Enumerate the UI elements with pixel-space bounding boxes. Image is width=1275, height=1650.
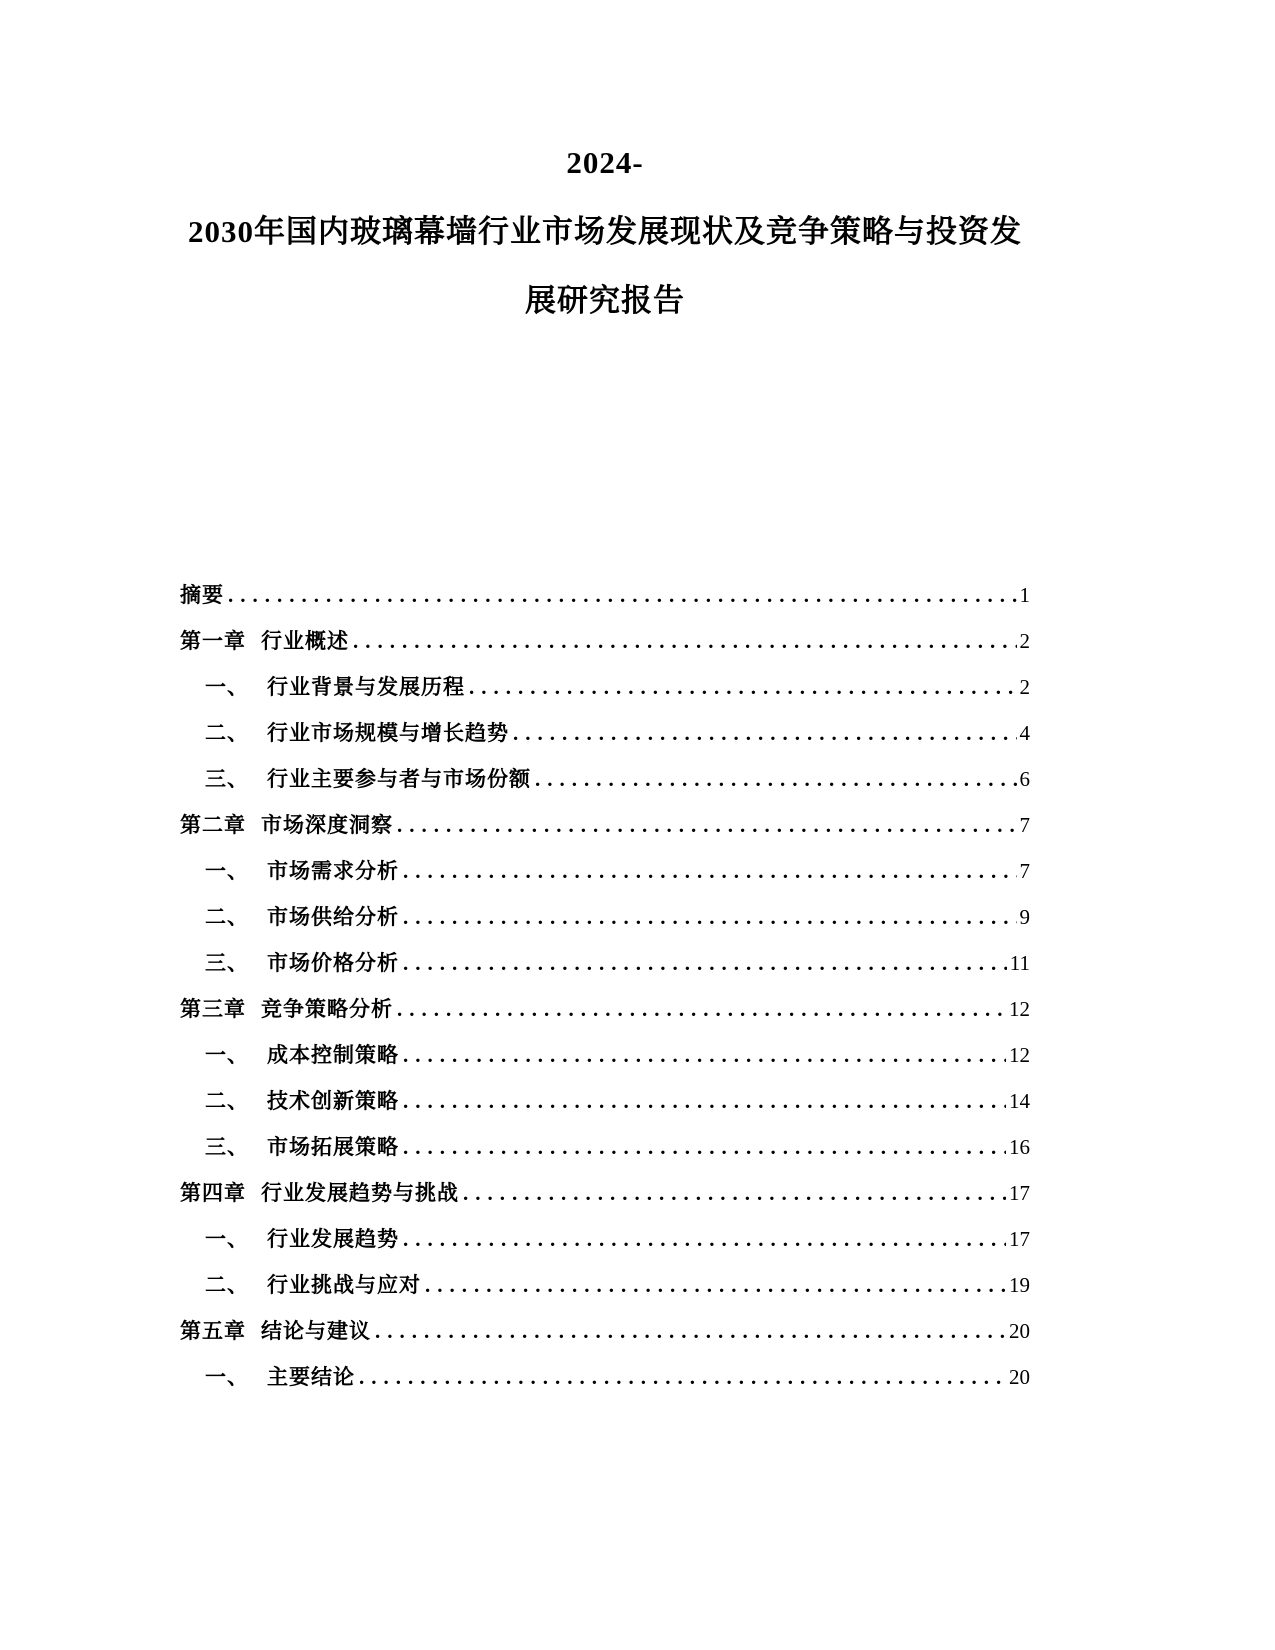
table-of-contents <box>180 579 1030 1407</box>
toc-entry-prefix: 二、 <box>205 722 249 745</box>
toc-entry <box>180 947 1030 993</box>
toc-entry <box>180 625 1030 671</box>
toc-entry-label: 市场需求分析 <box>267 860 399 883</box>
toc-page-number: 17 <box>1009 1181 1030 1205</box>
toc-entry-label: 行业背景与发展历程 <box>267 676 465 699</box>
toc-entry <box>180 901 1030 947</box>
toc-entry-label: 行业主要参与者与市场份额 <box>267 768 531 791</box>
toc-dot-leader <box>403 1227 1006 1252</box>
toc-dot-leader <box>375 1319 1006 1344</box>
toc-page-number: 17 <box>1009 1227 1030 1251</box>
toc-entry-label: 市场价格分析 <box>267 952 399 975</box>
toc-page-number: 9 <box>1019 905 1030 929</box>
toc-page-number: 19 <box>1009 1273 1030 1297</box>
toc-dot-leader <box>513 721 1017 746</box>
toc-dot-leader <box>425 1273 1006 1298</box>
toc-page-number: 11 <box>1009 951 1030 975</box>
toc-entry-prefix: 第三章 <box>180 998 246 1021</box>
report-title-line-3: 展研究报告 <box>525 283 685 318</box>
toc-entry-label: 成本控制策略 <box>267 1044 399 1067</box>
toc-page-number: 2 <box>1019 675 1030 699</box>
toc-page-number: 1 <box>1019 583 1030 607</box>
toc-dot-leader <box>463 1181 1006 1206</box>
toc-entry-label: 行业发展趋势 <box>267 1228 399 1251</box>
toc-entry-prefix: 三、 <box>205 1136 249 1159</box>
toc-entry <box>180 855 1030 901</box>
toc-page-number: 6 <box>1019 767 1030 791</box>
toc-entry-label: 摘要 <box>180 584 224 607</box>
toc-page-number: 20 <box>1009 1319 1030 1343</box>
toc-entry <box>180 579 1030 625</box>
toc-entry-prefix: 一、 <box>205 1228 249 1251</box>
toc-dot-leader <box>403 1043 1006 1068</box>
toc-dot-leader <box>535 767 1017 792</box>
toc-entry-label: 结论与建议 <box>261 1320 371 1343</box>
toc-entry <box>180 1361 1030 1407</box>
toc-entry-label: 市场拓展策略 <box>267 1136 399 1159</box>
toc-page-number: 20 <box>1009 1365 1030 1389</box>
toc-entry <box>180 671 1030 717</box>
toc-entry-prefix: 第四章 <box>180 1182 246 1205</box>
toc-entry <box>180 1039 1030 1085</box>
toc-entry <box>180 809 1030 855</box>
toc-entry <box>180 1131 1030 1177</box>
toc-dot-leader <box>228 583 1017 608</box>
toc-dot-leader <box>469 675 1017 700</box>
toc-dot-leader <box>403 951 1007 976</box>
toc-entry-label: 行业发展趋势与挑战 <box>261 1182 459 1205</box>
toc-dot-leader <box>397 997 1006 1022</box>
toc-entry-label: 市场供给分析 <box>267 906 399 929</box>
toc-dot-leader <box>359 1365 1006 1390</box>
toc-entry <box>180 1223 1030 1269</box>
toc-entry <box>180 1177 1030 1223</box>
toc-entry-label: 行业概述 <box>261 630 349 653</box>
toc-entry-prefix: 第五章 <box>180 1320 246 1343</box>
toc-entry-prefix: 三、 <box>205 768 249 791</box>
report-title-line-1: 2024- <box>566 145 644 180</box>
toc-entry <box>180 1269 1030 1315</box>
toc-page-number: 7 <box>1019 859 1030 883</box>
toc-page-number: 4 <box>1019 721 1030 745</box>
toc-page-number: 7 <box>1019 813 1030 837</box>
toc-entry-prefix: 一、 <box>205 676 249 699</box>
toc-entry-label: 行业市场规模与增长趋势 <box>267 722 509 745</box>
toc-entry-prefix: 二、 <box>205 1090 249 1113</box>
toc-dot-leader <box>353 629 1017 654</box>
toc-dot-leader <box>403 859 1017 884</box>
toc-entry <box>180 1085 1030 1131</box>
report-title <box>180 128 1030 335</box>
toc-entry-prefix: 二、 <box>205 906 249 929</box>
toc-page-number: 12 <box>1009 1043 1030 1067</box>
toc-dot-leader <box>403 1089 1006 1114</box>
toc-entry-prefix: 二、 <box>205 1274 249 1297</box>
toc-entry <box>180 763 1030 809</box>
toc-entry <box>180 1315 1030 1361</box>
toc-entry-label: 市场深度洞察 <box>261 814 393 837</box>
toc-entry-prefix: 第一章 <box>180 630 246 653</box>
toc-entry <box>180 993 1030 1039</box>
toc-entry-prefix: 三、 <box>205 952 249 975</box>
report-title-line-2: 2030年国内玻璃幕墙行业市场发展现状及竞争策略与投资发 <box>188 214 1022 249</box>
toc-page-number: 14 <box>1009 1089 1030 1113</box>
toc-entry <box>180 717 1030 763</box>
toc-entry-label: 竞争策略分析 <box>261 998 393 1021</box>
toc-dot-leader <box>397 813 1017 838</box>
toc-page-number: 16 <box>1009 1135 1030 1159</box>
toc-entry-prefix: 一、 <box>205 1366 249 1389</box>
toc-entry-label: 技术创新策略 <box>267 1090 399 1113</box>
toc-dot-leader <box>403 905 1017 930</box>
toc-dot-leader <box>403 1135 1006 1160</box>
toc-entry-prefix: 一、 <box>205 1044 249 1067</box>
toc-entry-prefix: 一、 <box>205 860 249 883</box>
toc-entry-prefix: 第二章 <box>180 814 246 837</box>
toc-entry-label: 行业挑战与应对 <box>267 1274 421 1297</box>
toc-page-number: 12 <box>1009 997 1030 1021</box>
toc-entry-label: 主要结论 <box>267 1366 355 1389</box>
toc-page-number: 2 <box>1019 629 1030 653</box>
